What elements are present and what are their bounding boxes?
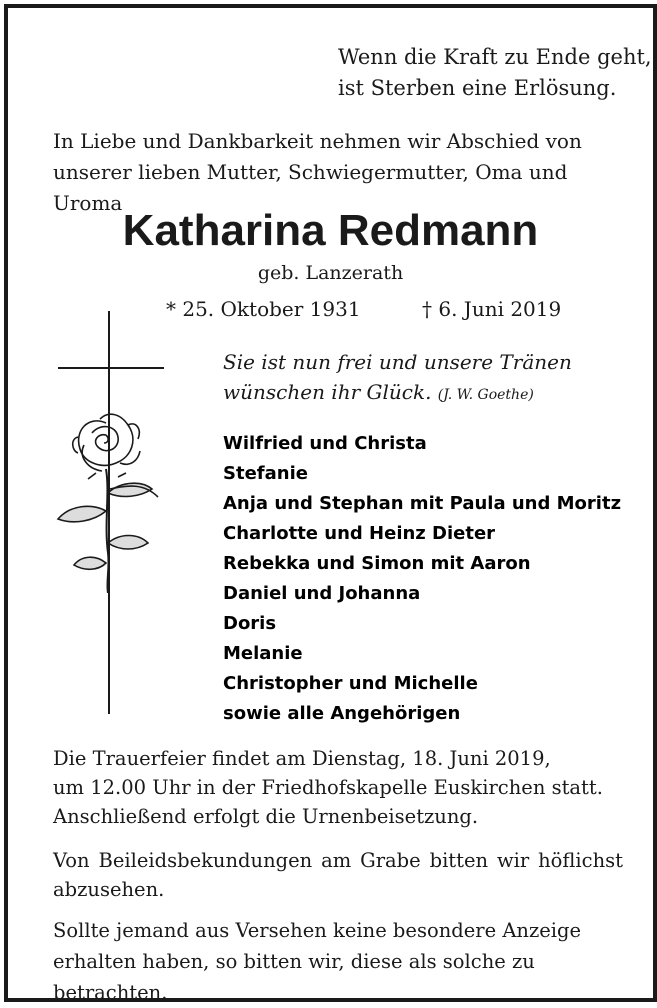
cross-bar: [58, 367, 164, 369]
motto-line: ist Sterben eine Erlösung.: [338, 76, 617, 100]
family-list: [223, 429, 621, 729]
family-member: Doris: [223, 613, 277, 634]
family-member: sowie alle Angehörigen: [223, 703, 461, 724]
family-member: Melanie: [223, 643, 303, 664]
motto: [338, 42, 652, 104]
funeral-line: Die Trauerfeier findet am Dienstag, 18. Juni 2019,: [53, 747, 551, 770]
birth-date: * 25. Oktober 1931: [166, 297, 361, 321]
family-member: Rebekka und Simon mit Aaron: [223, 553, 531, 574]
quote: [223, 347, 572, 410]
intro-line: In Liebe und Dankbarkeit nehmen wir Abschied von: [53, 129, 582, 153]
notice-line: erhalten haben, so bitten wir, diese als solche zu betrachten.: [53, 950, 535, 1004]
quote-source: (J. W. Goethe): [437, 387, 534, 403]
family-member: Charlotte und Heinz Dieter: [223, 523, 496, 544]
quote-line: wünschen ihr Glück.: [223, 380, 432, 404]
funeral-info: [53, 744, 633, 831]
family-member: Daniel und Johanna: [223, 583, 421, 604]
motto-line: Wenn die Kraft zu Ende geht,: [338, 45, 652, 69]
notice-line: Sollte jemand aus Versehen keine besondere Anzeige: [53, 919, 582, 942]
notice-text: [53, 915, 633, 1008]
family-member: Anja und Stephan mit Paula und Moritz: [223, 493, 622, 514]
rose-icon: [48, 393, 178, 593]
quote-line: Sie ist nun frei und unsere Tränen: [223, 350, 572, 374]
funeral-line: um 12.00 Uhr in der Friedhofskapelle Euskirchen statt.: [53, 776, 603, 799]
intro-line: unserer lieben Mutter, Schwiegermutter, Oma und Uroma: [53, 160, 568, 215]
family-member: Wilfried und Christa: [223, 433, 427, 454]
death-date: † 6. Juni 2019: [422, 297, 562, 321]
maiden-name: geb. Lanzerath: [257, 262, 404, 284]
deceased-name: Katharina Redmann: [122, 206, 539, 255]
condolence-note: Von Beileidsbekundungen am Grabe bitten wir höflichst abzusehen.: [53, 849, 623, 901]
family-member: Stefanie: [223, 463, 308, 484]
funeral-line: Anschließend erfolgt die Urnenbeisetzung.: [53, 805, 479, 828]
family-member: Christopher und Michelle: [223, 673, 478, 694]
obituary-frame: [4, 4, 657, 1002]
